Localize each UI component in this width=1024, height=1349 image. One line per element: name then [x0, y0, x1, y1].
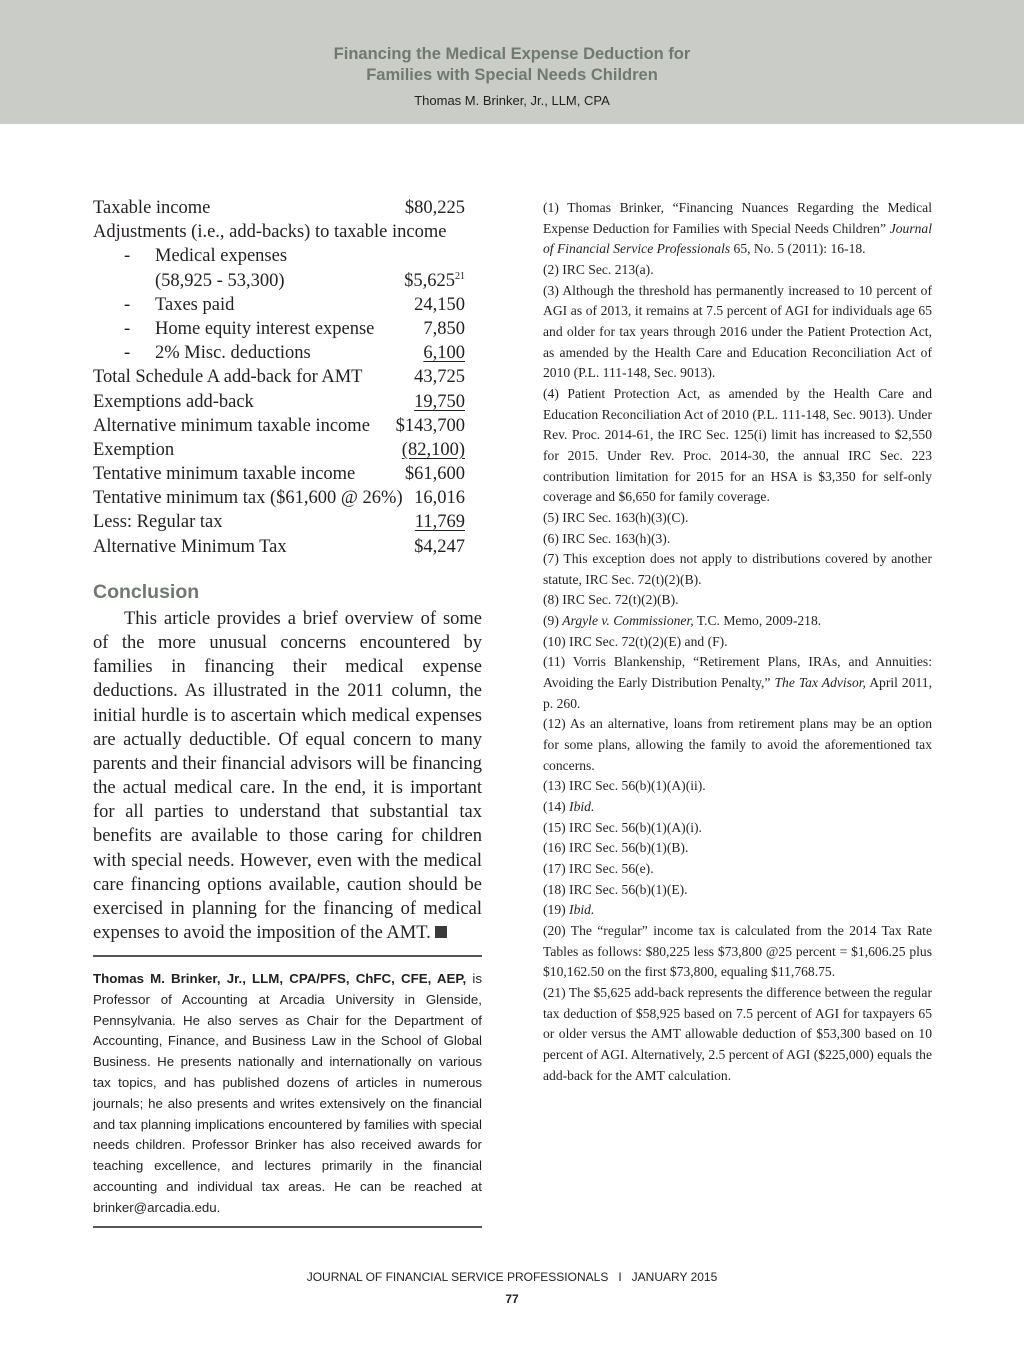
- page-header: [0, 0, 1024, 124]
- endnote: [543, 859, 932, 880]
- calc-label: Tentative minimum taxable income: [93, 464, 356, 485]
- calc-amount: $4,247: [414, 536, 465, 557]
- endnote: [543, 983, 932, 1086]
- endnote-text: (13) IRC Sec. 56(b)(1)(A)(ii).: [543, 778, 706, 794]
- conclusion-paragraph: [93, 607, 482, 945]
- endnote-text: (6) IRC Sec. 163(h)(3).: [543, 530, 671, 546]
- calc-amount: 6,100: [423, 343, 465, 364]
- endnote: [543, 590, 932, 611]
- endnote: [543, 818, 932, 839]
- calc-amount: 24,150: [414, 294, 465, 315]
- calc-row: [93, 510, 483, 534]
- endnote: [543, 611, 932, 632]
- article-title-line-1: Financing the Medical Expense Deduction for: [333, 45, 691, 63]
- endnote-italic: Ibid.: [569, 902, 595, 918]
- calc-row: [93, 269, 483, 293]
- calc-label: Home equity interest expense: [155, 318, 375, 339]
- calc-amount: 11,769: [414, 512, 465, 533]
- endnote: [543, 797, 932, 818]
- endnote-text: (8) IRC Sec. 72(t)(2)(B).: [543, 592, 679, 608]
- calc-row: [93, 414, 483, 438]
- calc-dash: -: [124, 246, 131, 267]
- article-author: Thomas M. Brinker, Jr., LLM, CPA: [414, 93, 610, 108]
- calc-label: (58,925 - 53,300): [155, 270, 285, 291]
- endnote: [543, 900, 932, 921]
- calc-amount: 16,016: [414, 488, 465, 509]
- calc-amount-value: $5,625: [404, 270, 455, 291]
- author-bio: [93, 969, 482, 1219]
- endnote: [543, 198, 932, 260]
- endnote-text: T.C. Memo, 2009-218.: [693, 613, 822, 629]
- footnote-ref: 21: [455, 270, 465, 282]
- endnote-text: (15) IRC Sec. 56(b)(1)(A)(i).: [543, 819, 702, 835]
- endnote-text: (5) IRC Sec. 163(h)(3)(C).: [543, 509, 689, 525]
- endnote-text: (2) IRC Sec. 213(a).: [543, 261, 654, 277]
- endnote-text: 65, No. 5 (2011): 16-18.: [730, 241, 866, 257]
- divider: [93, 1226, 482, 1228]
- calc-amount: 19,750: [414, 391, 465, 412]
- calc-label: Exemptions add-back: [93, 391, 254, 412]
- calc-amount: $80,225: [404, 198, 465, 218]
- endnote-text: (3) Although the threshold has permanently increased to 10 percent of AGI as of 2013, it remains at 7.5 percent of AGI for individuals age 65 and older for tax years through 2016 under the Patient Protection Act, as amended by the Health Care and Education Reconciliation Act of 2010 (P.L. 111-148, Sec. 9013).: [543, 282, 932, 381]
- page-number: 77: [505, 1292, 519, 1306]
- endnote-text: (14): [543, 799, 570, 815]
- endnote: [543, 529, 932, 550]
- divider: [93, 955, 482, 957]
- calc-row: [93, 462, 483, 486]
- calc-row: [93, 535, 483, 559]
- calc-label: Adjustments (i.e., add-backs) to taxable income: [93, 222, 447, 243]
- calc-row: [93, 390, 483, 414]
- endnote-text: (19): [543, 902, 570, 918]
- calc-row: [93, 196, 483, 220]
- calc-label: Exemption: [93, 439, 175, 460]
- calc-label: Alternative Minimum Tax: [93, 536, 287, 557]
- endnote: [543, 384, 932, 508]
- endnote: [543, 549, 932, 590]
- endnote-text: (1) Thomas Brinker, “Financing Nuances Regarding the Medical Expense Deduction for Families with Special Needs Children”: [543, 200, 932, 236]
- amt-calculation-table: [93, 196, 483, 559]
- calc-amount: 43,725: [414, 367, 465, 388]
- endnote-text: (16) IRC Sec. 56(b)(1)(B).: [543, 840, 689, 856]
- article-title-line-2: Families with Special Needs Children: [366, 66, 658, 84]
- endnote: [543, 921, 932, 983]
- calc-dash: -: [124, 343, 131, 364]
- endnote-text: April 2011, p. 260.: [543, 675, 932, 711]
- calc-row: [93, 220, 483, 244]
- endnote-text: (12) As an alternative, loans from retirement plans may be an option for some plans, allowing the family to avoid the aforementioned tax concerns.: [543, 716, 932, 773]
- calc-row: [93, 244, 483, 268]
- endnote-text: (11) Vorris Blankenship, “Retirement Plans, IRAs, and Annuities: Avoiding the Early Distribution Penalty,”: [543, 654, 932, 691]
- calc-label: Medical expenses: [155, 246, 288, 267]
- calc-amount: $143,700: [395, 415, 465, 436]
- calc-amount: (82,100): [401, 439, 465, 460]
- calc-row: [93, 317, 483, 341]
- endnote-text: (17) IRC Sec. 56(e).: [543, 861, 654, 876]
- endnote: [543, 838, 932, 859]
- endnote-text: (9): [543, 613, 563, 629]
- endnote: [543, 652, 932, 714]
- calc-amount: [404, 269, 465, 293]
- endnote-italic: Journal of Financial Service Professionals: [543, 220, 932, 257]
- calc-label: Taxable income: [93, 198, 211, 218]
- calc-row: [93, 438, 483, 462]
- article-title: [0, 44, 1024, 86]
- endnote-text: (4) Patient Protection Act, as amended by the Health Care and Education Reconciliation Act of 2010 (P.L. 111-148, Sec. 9013). Under Rev. Proc. 2014-61, the IRC Sec. 125(i) limit has increased to $2,550 for 2015. Under Rev. Proc. 2014-30, the annual IRC Sec. 223 contribution limitation for 2015 for an HSA is $3,350 for self-only coverage and $6,650 for family coverage.: [543, 385, 932, 505]
- endnote-text: (18) IRC Sec. 56(b)(1)(E).: [543, 881, 688, 897]
- journal-footer: JOURNAL OF FINANCIAL SERVICE PROFESSIONALS I JANUARY 2015: [306, 1270, 718, 1284]
- endnote: [543, 508, 932, 529]
- calc-row: [93, 365, 483, 389]
- endnote-italic: Ibid.: [569, 799, 595, 815]
- calc-dash: -: [124, 294, 131, 315]
- calc-label: Alternative minimum taxable income: [93, 415, 370, 436]
- end-mark-icon: [435, 926, 447, 938]
- calc-row: [93, 486, 483, 510]
- endnote: [543, 260, 932, 281]
- endnote-text: (7) This exception does not apply to distributions covered by another statute, IRC Sec. 72(t)(2)(B).: [543, 551, 932, 587]
- calc-label: Total Schedule A add-back for AMT: [93, 367, 363, 388]
- conclusion-heading: Conclusion: [93, 581, 200, 603]
- calc-row: [93, 341, 483, 365]
- calc-row: [93, 293, 483, 317]
- endnote: [543, 880, 932, 901]
- endnotes-list: [543, 198, 932, 1086]
- endnote-text: (10) IRC Sec. 72(t)(2)(E) and (F).: [543, 633, 728, 649]
- endnote-text: (21) The $5,625 add-back represents the difference between the regular tax deduction of $58,925 based on 7.5 percent of AGI for taxpayers 65 or older versus the AMT allowable deduction of $53,300 based on 10 percent of AGI. Alternatively, 2.5 percent of AGI ($225,000) equals the add-back for the AMT calculation.: [543, 984, 932, 1083]
- calc-label: Taxes paid: [155, 294, 235, 315]
- conclusion-text: This article provides a brief overview of some of the more unusual concerns encountered by families in financing their medical expense deductions. As illustrated in the 2011 column, the initial hurdle is to ascertain which medical expenses are actually deductible. Of equal concern to many parents and their financial advisors will be financing the actual medical care. In the end, it is important for all parties to understand that substantial tax benefits are available to those caring for children with special needs. However, even with the medical care financing options available, caution should be exercised in planning for the financing of medical expenses to avoid the imposition of the AMT.: [93, 609, 482, 944]
- endnote-text: (20) The “regular” income tax is calculated from the 2014 Tax Rate Tables as follows: $80,225 less $73,800 @25 percent = $1,606.25 plus $10,162.50 on the first $73,800, equaling $11,768.75.: [543, 922, 932, 980]
- calc-label: Tentative minimum tax ($61,600 @ 26%): [93, 488, 403, 509]
- endnote: [543, 714, 932, 776]
- calc-amount: $61,600: [404, 464, 465, 485]
- endnote: [543, 632, 932, 653]
- author-bio-text: is Professor of Accounting at Arcadia University in Glenside, Pennsylvania. He also serves as Chair for the Department of Accounting, Finance, and Business Law in the School of Global Business. He presents nationally and internationally on various tax topics, and has published dozens of articles in numerous journals; he also presents and writes extensively on the financial and tax planning implications encountered by families with special needs children. Professor Brinker has also received awards for teaching excellence, and lectures primarily in the financial accounting and individual tax areas. He can be reached at brinker@arcadia.edu.: [93, 971, 482, 1215]
- calc-amount: 7,850: [423, 318, 465, 339]
- author-bio-name: Thomas M. Brinker, Jr., LLM, CPA/PFS, ChFC, CFE, AEP,: [93, 971, 467, 986]
- calc-label: 2% Misc. deductions: [155, 343, 311, 364]
- endnote-italic: Argyle v. Commissioner,: [562, 613, 694, 629]
- calc-label: Less: Regular tax: [93, 512, 223, 533]
- endnote-italic: The Tax Advisor,: [774, 675, 866, 691]
- endnote: [543, 281, 932, 384]
- endnote: [543, 776, 932, 797]
- calc-dash: -: [124, 318, 131, 339]
